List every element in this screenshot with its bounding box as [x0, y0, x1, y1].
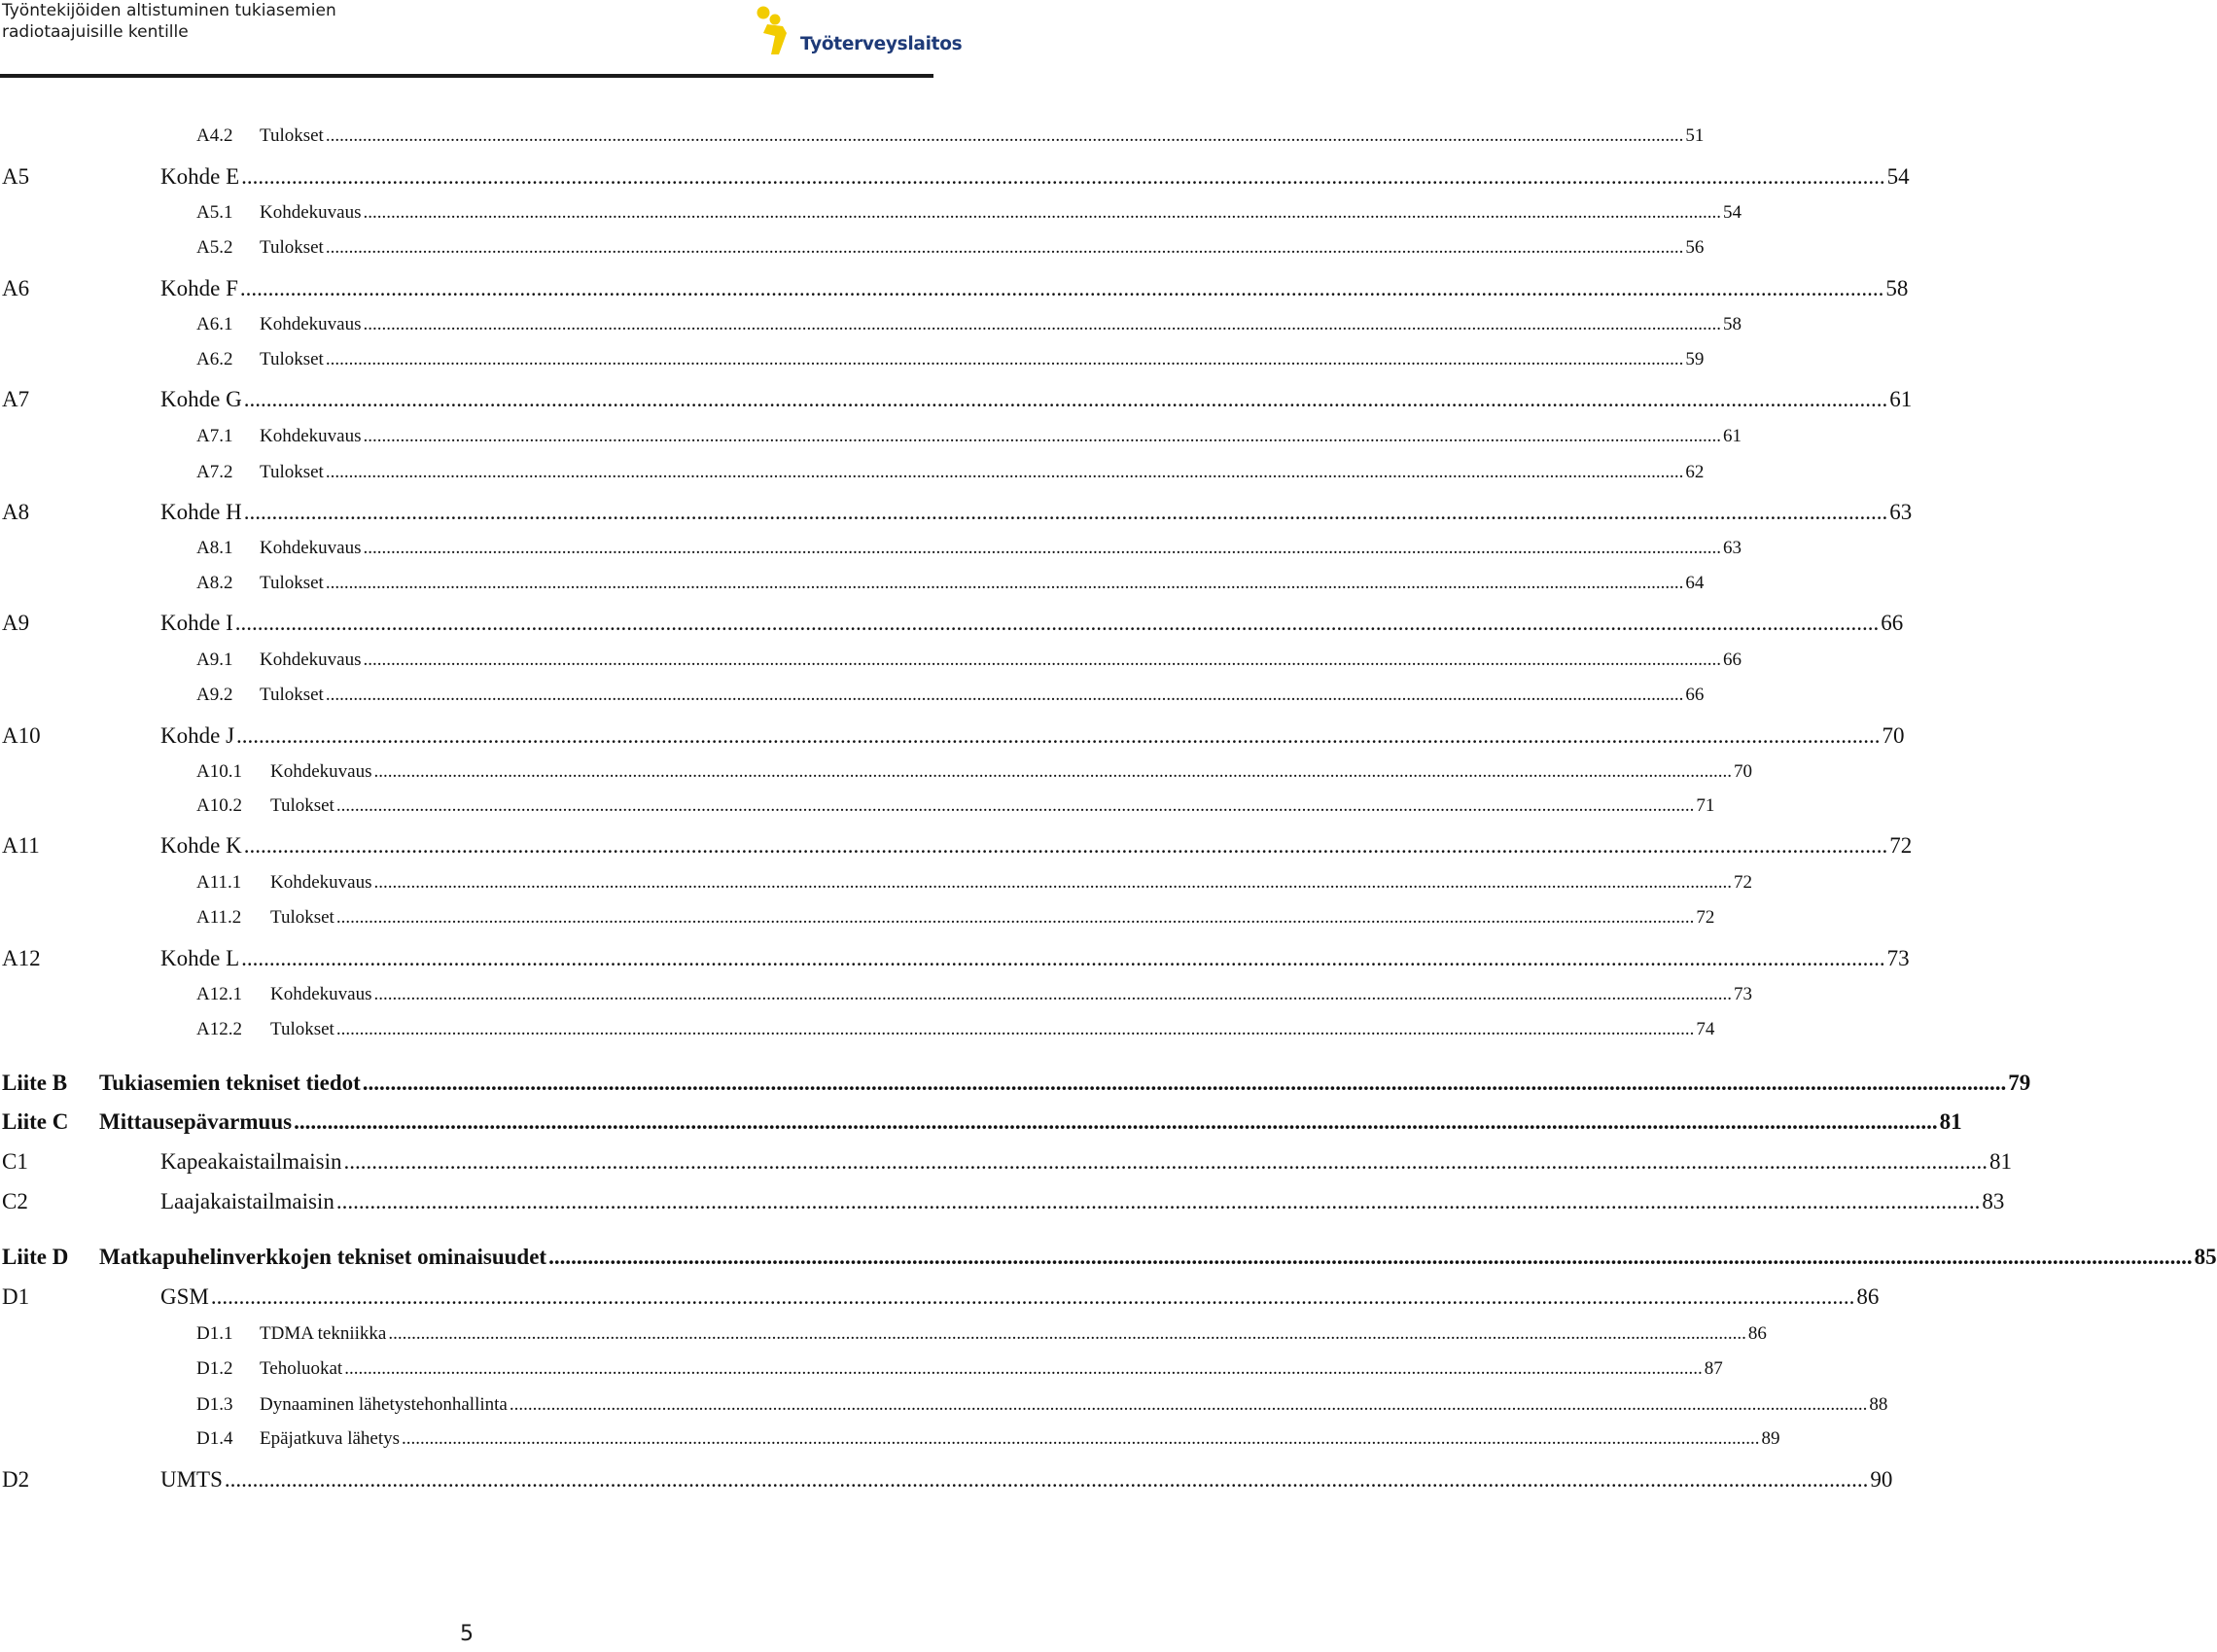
toc-dot-leader: [326, 685, 1684, 706]
toc-entry-page: 90: [1870, 1467, 1893, 1492]
tyoterveyslaitos-logo: [754, 4, 963, 68]
toc-entry-title: Dynaaminen lähetystehonhallinta: [260, 1394, 508, 1415]
toc-entry-page: 66: [1881, 611, 1904, 635]
toc-dot-leader: [344, 1358, 1703, 1380]
toc-entry[interactable]: [196, 314, 1742, 335]
toc-entry[interactable]: [2, 946, 1910, 971]
toc-entry-title: Tulokset: [260, 125, 324, 146]
toc-entry[interactable]: [196, 650, 1742, 671]
toc-entry-page: 72: [1889, 833, 1913, 858]
toc-entry-page: 51: [1685, 125, 1705, 146]
logo-mark-icon: [754, 4, 800, 62]
toc-entry[interactable]: [196, 795, 1715, 817]
toc-entry-page: 62: [1685, 462, 1705, 482]
toc-dot-leader: [336, 1189, 1981, 1214]
toc-dot-leader: [336, 1019, 1695, 1040]
toc-entry-title: Epäjatkuva lähetys: [260, 1428, 401, 1449]
toc-entry-number: A10.2: [196, 795, 242, 816]
toc-dot-leader: [388, 1323, 1746, 1345]
toc-entry-page: 61: [1722, 426, 1742, 446]
document-title-line1: Työntekijöiden altistuminen tukiasemien: [2, 1, 336, 20]
toc-entry-number: D1.4: [196, 1428, 233, 1449]
toc-entry-page: 86: [1856, 1284, 1880, 1309]
toc-dot-leader: [241, 164, 1885, 190]
toc-entry-page: 70: [1882, 723, 1905, 748]
toc-dot-leader: [363, 650, 1721, 671]
toc-entry-number: A5: [2, 164, 30, 189]
toc-entry-number: A8: [2, 500, 30, 524]
toc-entry-page: 73: [1733, 984, 1752, 1004]
toc-entry[interactable]: [196, 1358, 1723, 1380]
toc-entry[interactable]: [196, 685, 1705, 706]
toc-dot-leader: [235, 611, 1880, 636]
toc-entry[interactable]: [2, 1109, 1962, 1135]
toc-dot-leader: [326, 237, 1684, 259]
toc-entry-number: A12: [2, 946, 41, 970]
toc-entry-title: Tulokset: [270, 795, 334, 816]
toc-entry[interactable]: [196, 872, 1752, 894]
toc-entry-title: Kohde E: [160, 164, 240, 189]
toc-entry-title: Tulokset: [260, 685, 324, 705]
toc-entry-number: A6.2: [196, 349, 233, 369]
toc-dot-leader: [240, 276, 1884, 301]
toc-entry-title: Kohde J: [160, 723, 235, 748]
toc-dot-leader: [336, 907, 1695, 929]
toc-entry-number: C2: [2, 1189, 28, 1213]
toc-dot-leader: [363, 202, 1721, 224]
toc-entry[interactable]: [2, 500, 1913, 525]
toc-entry-number: A12.2: [196, 1019, 242, 1039]
toc-dot-leader: [326, 573, 1684, 594]
toc-entry-page: 54: [1722, 202, 1742, 223]
toc-entry-title: Kohdekuvaus: [260, 538, 362, 558]
toc-entry-number: D1: [2, 1284, 30, 1309]
toc-entry[interactable]: [196, 1394, 1888, 1416]
toc-entry[interactable]: [196, 426, 1742, 447]
toc-entry-page: 71: [1696, 795, 1715, 816]
toc-entry-page: 70: [1733, 761, 1752, 782]
toc-entry-page: 83: [1982, 1189, 2005, 1213]
toc-entry-title: Tulokset: [260, 462, 324, 482]
toc-dot-leader: [548, 1245, 2193, 1270]
page-number: 5: [460, 1622, 474, 1646]
toc-entry-number: A9.1: [196, 650, 233, 670]
toc-entry-title: GSM: [160, 1284, 209, 1309]
toc-dot-leader: [402, 1428, 1760, 1450]
toc-dot-leader: [363, 1071, 2007, 1096]
toc-dot-leader: [326, 349, 1684, 370]
toc-entry[interactable]: [2, 1071, 2031, 1096]
toc-entry-title: Matkapuhelinverkkojen tekniset ominaisuudet: [99, 1245, 547, 1269]
toc-entry-title: Kapeakaistailmaisin: [160, 1149, 342, 1174]
toc-entry-number: A10: [2, 723, 41, 748]
toc-entry-title: Tulokset: [270, 907, 334, 928]
toc-entry-number: D1.2: [196, 1358, 233, 1379]
toc-entry-title: Kohdekuvaus: [270, 984, 372, 1004]
toc-entry-title: Tulokset: [260, 237, 324, 258]
toc-entry-title: Teholuokat: [260, 1358, 343, 1379]
toc-entry-page: 72: [1696, 907, 1715, 928]
toc-entry[interactable]: [196, 538, 1742, 559]
toc-entry-number: D2: [2, 1467, 30, 1492]
toc-dot-leader: [510, 1394, 1868, 1416]
toc-entry-title: Tulokset: [270, 1019, 334, 1039]
toc-entry-title: Tulokset: [260, 349, 324, 369]
toc-entry-number: A6: [2, 276, 30, 300]
toc-entry-page: 85: [2194, 1245, 2217, 1269]
toc-dot-leader: [241, 946, 1885, 971]
toc-entry-title: Kohde K: [160, 833, 242, 858]
toc-entry[interactable]: [2, 1245, 2217, 1270]
toc-entry[interactable]: [196, 125, 1705, 147]
toc-entry-page: 89: [1761, 1428, 1780, 1449]
toc-entry-number: A9: [2, 611, 30, 635]
toc-entry-number: A8.2: [196, 573, 233, 593]
toc-dot-leader: [363, 538, 1721, 559]
toc-entry-title: Kohde F: [160, 276, 238, 300]
toc-entry[interactable]: [196, 1019, 1715, 1040]
toc-dot-leader: [294, 1109, 1938, 1135]
toc-entry-page: 59: [1685, 349, 1705, 369]
toc-entry-number: A11.2: [196, 907, 242, 928]
toc-dot-leader: [211, 1284, 1855, 1310]
toc-entry-page: 79: [2008, 1071, 2031, 1095]
toc-entry-title: Laajakaistailmaisin: [160, 1189, 334, 1213]
toc-entry-number: A4.2: [196, 125, 233, 146]
toc-entry-number: Liite D: [2, 1245, 69, 1269]
toc-entry-page: 54: [1886, 164, 1910, 189]
toc-dot-leader: [244, 387, 1888, 412]
toc-entry[interactable]: [2, 164, 1910, 190]
toc-entry-page: 63: [1889, 500, 1913, 524]
toc-entry-page: 58: [1722, 314, 1742, 334]
toc-entry-title: Tukiasemien tekniset tiedot: [99, 1071, 361, 1095]
toc-entry-number: A11: [2, 833, 40, 858]
toc-dot-leader: [373, 761, 1732, 783]
page-header: [0, 0, 963, 78]
toc-dot-leader: [363, 426, 1721, 447]
toc-entry-page: 66: [1722, 650, 1742, 670]
toc-entry-page: 87: [1704, 1358, 1723, 1379]
toc-entry-title: Kohde I: [160, 611, 233, 635]
toc-dot-leader: [373, 984, 1732, 1005]
toc-entry-number: A8.1: [196, 538, 233, 558]
toc-entry[interactable]: [2, 723, 1905, 749]
toc-dot-leader: [326, 462, 1684, 483]
toc-entry-number: A7.1: [196, 426, 233, 446]
toc-dot-leader: [225, 1467, 1869, 1493]
toc-entry-title: Kohdekuvaus: [270, 761, 372, 782]
toc-entry-number: C1: [2, 1149, 28, 1174]
toc-entry-page: 64: [1685, 573, 1705, 593]
toc-entry-page: 56: [1685, 237, 1705, 258]
toc-entry-title: Mittausepävarmuus: [99, 1109, 293, 1134]
toc-entry[interactable]: [2, 276, 1909, 301]
toc-entry[interactable]: [2, 387, 1913, 412]
toc-entry-page: 86: [1747, 1323, 1767, 1344]
toc-dot-leader: [344, 1149, 1988, 1175]
toc-entry-number: A9.2: [196, 685, 233, 705]
toc-entry[interactable]: [196, 202, 1742, 224]
logo-text: Työterveyslaitos: [800, 34, 963, 54]
toc-dot-leader: [244, 833, 1888, 859]
toc-entry[interactable]: [196, 237, 1705, 259]
toc-entry[interactable]: [2, 833, 1913, 859]
toc-entry-number: A12.1: [196, 984, 242, 1004]
toc-dot-leader: [244, 500, 1888, 525]
toc-entry-title: Tulokset: [260, 573, 324, 593]
toc-entry-page: 61: [1889, 387, 1913, 411]
toc-entry-page: 72: [1733, 872, 1752, 893]
toc-entry-page: 88: [1869, 1394, 1888, 1415]
toc-entry[interactable]: [196, 349, 1705, 370]
toc-entry-title: TDMA tekniikka: [260, 1323, 387, 1344]
toc-entry-page: 63: [1722, 538, 1742, 558]
toc-dot-leader: [236, 723, 1881, 749]
document-title: [2, 0, 336, 43]
toc-entry-number: D1.1: [196, 1323, 233, 1344]
toc-entry-title: UMTS: [160, 1467, 223, 1492]
toc-entry-title: Kohde H: [160, 500, 242, 524]
toc-entry-title: Kohdekuvaus: [260, 650, 362, 670]
toc-entry[interactable]: [196, 1323, 1767, 1345]
toc-entry-number: A6.1: [196, 314, 233, 334]
toc-entry-number: A5.2: [196, 237, 233, 258]
toc-entry-number: Liite C: [2, 1109, 69, 1134]
toc-entry-number: A11.1: [196, 872, 242, 893]
toc-entry[interactable]: [2, 1189, 2005, 1214]
toc-entry-page: 74: [1696, 1019, 1715, 1039]
toc-entry-title: Kohdekuvaus: [260, 202, 362, 223]
toc-entry-title: Kohdekuvaus: [260, 426, 362, 446]
toc-entry-title: Kohde G: [160, 387, 242, 411]
toc-entry[interactable]: [196, 573, 1705, 594]
toc-entry[interactable]: [196, 761, 1752, 783]
document-title-line2: radiotaajuisille kentille: [2, 22, 189, 42]
toc-dot-leader: [326, 125, 1684, 147]
toc-entry-title: Kohdekuvaus: [260, 314, 362, 334]
toc-entry-number: A5.1: [196, 202, 233, 223]
toc-entry[interactable]: [196, 1428, 1780, 1450]
toc-entry-page: 73: [1886, 946, 1910, 970]
toc-entry-number: D1.3: [196, 1394, 233, 1415]
toc-entry[interactable]: [196, 984, 1752, 1005]
toc-dot-leader: [363, 314, 1721, 335]
toc-entry[interactable]: [2, 611, 1904, 636]
toc-entry-title: Kohde L: [160, 946, 240, 970]
toc-entry-page: 58: [1885, 276, 1909, 300]
toc-entry-page: 66: [1685, 685, 1705, 705]
toc-entry-number: A7.2: [196, 462, 233, 482]
toc-entry[interactable]: [2, 1467, 1893, 1493]
toc-entry-page: 81: [1939, 1109, 1962, 1134]
toc-entry[interactable]: [196, 462, 1705, 483]
toc-dot-leader: [336, 795, 1695, 817]
toc-entry[interactable]: [2, 1284, 1880, 1310]
toc-entry[interactable]: [2, 1149, 2012, 1175]
toc-entry-number: Liite B: [2, 1071, 68, 1095]
toc-entry-title: Kohdekuvaus: [270, 872, 372, 893]
toc-entry-number: A10.1: [196, 761, 242, 782]
toc-entry[interactable]: [196, 907, 1715, 929]
toc-entry-page: 81: [1989, 1149, 2012, 1174]
toc-dot-leader: [373, 872, 1732, 894]
toc-entry-number: A7: [2, 387, 30, 411]
